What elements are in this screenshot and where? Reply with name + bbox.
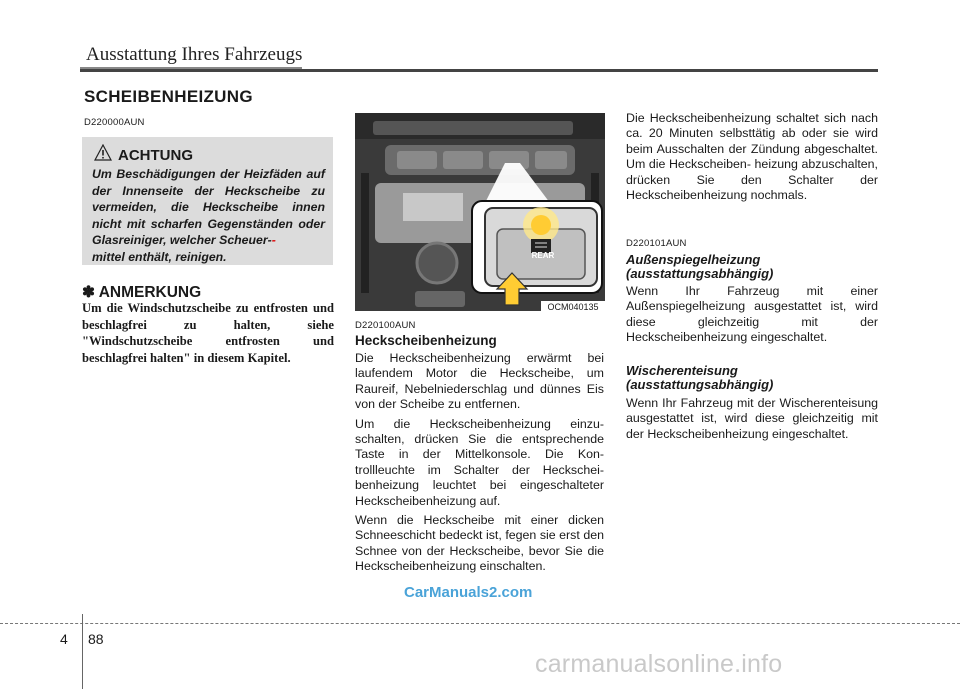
header-title: Ausstattung Ihres Fahrzeugs	[86, 44, 303, 65]
footer-rule	[0, 623, 960, 624]
wiper-title-2: (ausstattungsabhängig)	[626, 377, 774, 392]
rear-heating-text	[355, 351, 604, 575]
page-number: 88	[88, 631, 104, 647]
wiper-title-1: Wischerenteisung	[626, 363, 738, 378]
rear-heating-code: D220100AUN	[355, 320, 416, 331]
rear-heating-title: Heckscheibenheizung	[355, 333, 497, 348]
rear-heating-p3: Wenn die Heckscheibe mit einer dicken Schneeschicht bedeckt ist, fegen sie erst den Schnee von der Heckscheibe, bevor Sie die Heckscheibenheizung einschalten.	[355, 513, 604, 574]
footer-divider	[82, 614, 83, 689]
header-rule	[80, 69, 878, 72]
mirror-title-1: Außenspiegelheizung	[626, 252, 761, 267]
rear-heating-p1: Die Heckscheibenheizung erwärmt bei laufendem Motor die Heckscheibe, um Raureif, Nebelniederschlag und dünnes Eis von der Scheibe zu entfernen.	[355, 351, 604, 412]
right-code: D220101AUN	[626, 238, 687, 249]
section-code: D220000AUN	[84, 117, 145, 128]
chapter-number: 4	[60, 631, 68, 647]
console-photo	[355, 113, 605, 311]
mirror-text: Wenn Ihr Fahrzeug mit einer Außenspiegelheizung ausgestattet ist, wird diese gleichzeitig mit der Heckscheibenheizung eingeschaltet.	[626, 284, 878, 345]
right-p1: Die Heckscheibenheizung schaltet sich nach ca. 20 Minuten selbsttätig ab oder sie wird beim Ausschalten der Zündung abgeschaltet. Um die Heckscheiben- heizung abzuschalten, drücken Sie den Schalter der Heckscheibenheizung nochmals.	[626, 111, 878, 203]
rear-heating-p2: Um die Heckscheibenheizung einzu- schalten, drücken Sie die entsprechende Taste in der Mittelkonsole. Die Kon- trollleuchte im Schalter der Heckschei- benheizung leuchtet bei eingeschalteter Heckscheibenheizung auf.	[355, 416, 604, 508]
console-illustration	[355, 113, 605, 311]
section-title: SCHEIBENHEIZUNG	[84, 87, 253, 106]
watermark-link[interactable]: CarManuals2.com	[404, 584, 533, 601]
image-label: OCM040135	[541, 301, 605, 313]
warning-text-end: mittel enthält, reinigen.	[92, 249, 227, 264]
warning-text-main: Um Beschädigungen der Heizfäden auf der Innenseite der Heckscheibe zu vermeiden, die Heckscheibe innen nicht mit scharfen Gegenständen oder Glasreiniger, welcher Scheuer-	[92, 167, 325, 247]
red-hyphen: -	[271, 233, 276, 247]
warning-title: ACHTUNG	[118, 147, 193, 164]
note-text: Um die Windschutzscheibe zu entfrosten und beschlagfrei zu halten, siehe "Windschutzscheibe entfrosten und beschlagfrei halten" in diesem Kapitel.	[82, 301, 334, 365]
warning-triangle-icon	[94, 144, 112, 162]
rear-button-label: REAR	[531, 251, 555, 260]
note-title: ✽ ANMERKUNG	[82, 284, 202, 301]
warning-text	[92, 166, 325, 265]
mirror-title-2: (ausstattungsabhängig)	[626, 266, 774, 281]
site-watermark: carmanualsonline.info	[535, 650, 783, 678]
wiper-text: Wenn Ihr Fahrzeug mit der Wischerenteisung ausgestattet ist, wird diese gleichzeitig mit der Heckscheibenheizung eingeschaltet.	[626, 396, 878, 441]
